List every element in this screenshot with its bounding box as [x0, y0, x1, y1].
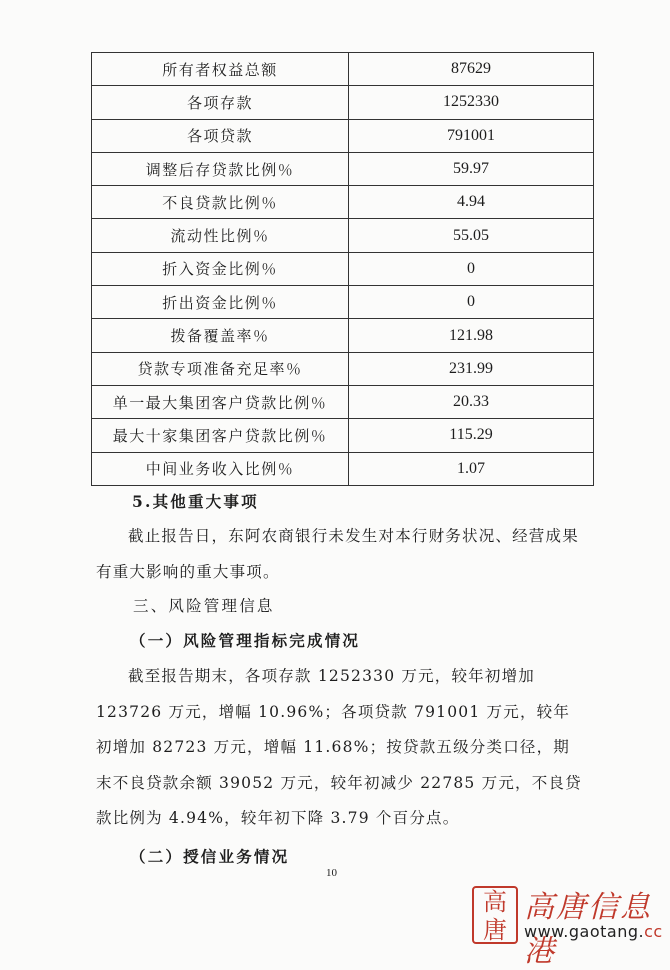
table-row — [92, 252, 594, 285]
indicator-label: 所有者权益总额 — [92, 53, 349, 86]
watermark-logo-stamp — [472, 886, 518, 944]
indicator-label: 调整后存贷款比例％ — [92, 152, 349, 185]
watermark-url-tld: cc — [644, 922, 663, 941]
watermark-site-name: 高唐信息港 — [524, 890, 652, 969]
section-heading-other-events: 5.其他重大事项 — [132, 492, 259, 511]
subheading-risk-indicators: （一）风险管理指标完成情况 — [130, 631, 361, 650]
indicator-label: 贷款专项准备充足率％ — [92, 352, 349, 385]
stamp-char-top: 高 — [483, 888, 507, 916]
table-row — [92, 452, 594, 485]
watermark-url — [524, 922, 663, 941]
indicator-label: 中间业务收入比例％ — [92, 452, 349, 485]
subheading-credit-business: （二）授信业务情况 — [130, 847, 290, 866]
table-row — [92, 385, 594, 418]
indicator-value: 231.99 — [349, 352, 594, 385]
indicator-value: 0 — [349, 252, 594, 285]
table-row — [92, 86, 594, 119]
indicator-value: 0 — [349, 286, 594, 319]
indicator-label: 不良贷款比例％ — [92, 186, 349, 219]
table-row — [92, 352, 594, 385]
indicator-label: 各项贷款 — [92, 119, 349, 152]
indicator-value: 4.94 — [349, 186, 594, 219]
risk-indicators-paragraph: 截至报告期末，各项存款 1252330 万元，较年初增加 123726 万元，增幅 10.96%；各项贷款 791001 万元，较年初增加 82723 万元，增幅 11.68%；按贷款五级分类口径，期末不良贷款余额 39052 万元，较年初减少 22785 万元，不良贷款比例为 4.94%，较年初下降 3.79 个百分点。 — [96, 667, 582, 827]
indicator-label: 流动性比例％ — [92, 219, 349, 252]
site-watermark — [472, 880, 670, 969]
table-row — [92, 186, 594, 219]
indicator-value: 121.98 — [349, 319, 594, 352]
indicator-label: 最大十家集团客户贷款比例％ — [92, 419, 349, 452]
indicator-value: 87629 — [349, 53, 594, 86]
indicator-label: 折入资金比例％ — [92, 252, 349, 285]
table-row — [92, 119, 594, 152]
financial-indicators-table — [91, 52, 594, 486]
table-row — [92, 219, 594, 252]
page-number: 10 — [326, 867, 337, 879]
indicator-label: 折出资金比例％ — [92, 286, 349, 319]
indicator-value: 791001 — [349, 119, 594, 152]
table-row — [92, 319, 594, 352]
table-row — [92, 419, 594, 452]
table-row — [92, 152, 594, 185]
indicator-value: 55.05 — [349, 219, 594, 252]
indicator-value: 115.29 — [349, 419, 594, 452]
indicator-label: 单一最大集团客户贷款比例％ — [92, 385, 349, 418]
stamp-char-bottom: 唐 — [483, 916, 507, 944]
other-events-paragraph: 截止报告日，东阿农商银行未发生对本行财务状况、经营成果有重大影响的重大事项。 — [96, 527, 579, 581]
indicator-label: 各项存款 — [92, 86, 349, 119]
indicator-value: 1252330 — [349, 86, 594, 119]
watermark-url-main: www.gaotang. — [524, 922, 645, 941]
indicator-value: 59.97 — [349, 152, 594, 185]
section-heading-risk-management: 三、风险管理信息 — [133, 597, 275, 615]
indicator-label: 拨备覆盖率％ — [92, 319, 349, 352]
table-row — [92, 53, 594, 86]
table-row — [92, 286, 594, 319]
indicator-value: 1.07 — [349, 452, 594, 485]
indicator-value: 20.33 — [349, 385, 594, 418]
